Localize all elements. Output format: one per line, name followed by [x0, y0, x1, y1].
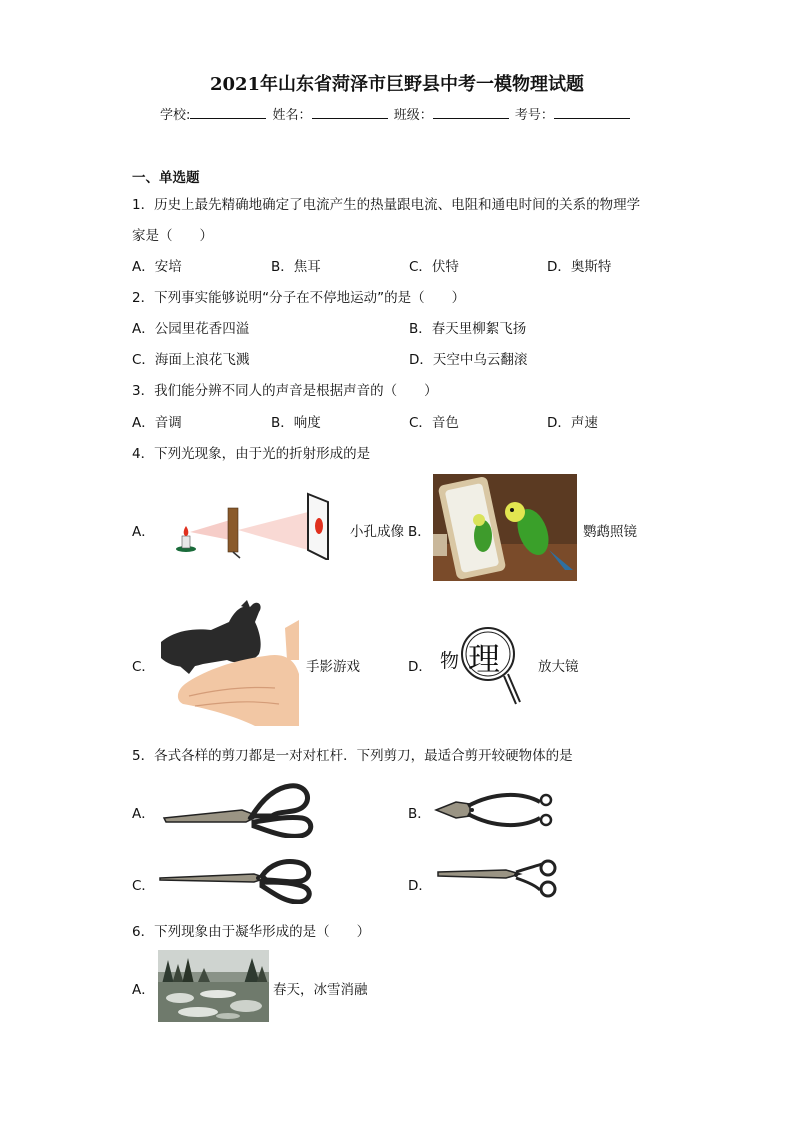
q3-option-a[interactable]: A．音调 [132, 415, 182, 431]
snow-melting-image [158, 950, 269, 1022]
q3-stem: 3．我们能分辨不同人的声音是根据声音的（ ） [132, 383, 438, 399]
magnifier-small-char: 物 [440, 650, 460, 672]
scissors-c-image [158, 858, 316, 904]
q2-stem: 2．下列事实能够说明“分子在不停地运动”的是（ ） [132, 290, 466, 306]
q1-option-d[interactable]: D．奥斯特 [547, 259, 612, 275]
parrot-mirror-image [433, 474, 577, 581]
q4-option-b-letter[interactable]: B． [408, 524, 431, 540]
q5-option-c[interactable]: C． [132, 878, 155, 894]
q2-option-d[interactable]: D．天空中乌云翻滚 [409, 352, 528, 368]
scissors-a-image [162, 780, 316, 838]
q2-option-b[interactable]: B．春天里柳絮飞扬 [409, 321, 527, 337]
scissors-d-image [436, 858, 566, 900]
q6-stem: 6．下列现象由于凝华形成的是（ ） [132, 924, 371, 940]
q5-stem: 5．各式各样的剪刀都是一对对杠杆．下列剪刀，最适合剪开较硬物体的是 [132, 748, 573, 764]
school-blank[interactable] [190, 106, 266, 119]
magnifier-image [438, 624, 538, 708]
q6-option-a-letter[interactable]: A． [132, 982, 155, 998]
q5-option-b[interactable]: B． [408, 806, 431, 822]
pinhole-image [170, 488, 340, 560]
student-info-line [160, 104, 632, 123]
q1-option-a[interactable]: A．安培 [132, 259, 182, 275]
name-label: 姓名： [272, 108, 312, 123]
class-blank[interactable] [433, 106, 509, 119]
number-blank[interactable] [554, 106, 630, 119]
q4-option-c-caption: 手影游戏 [306, 659, 360, 675]
q4-option-c-letter[interactable]: C． [132, 659, 155, 675]
q4-option-a-letter[interactable]: A． [132, 524, 155, 540]
q2-option-c[interactable]: C．海面上浪花飞溅 [132, 352, 250, 368]
class-label: 班级： [393, 108, 433, 123]
q3-option-b[interactable]: B．响度 [271, 415, 321, 431]
q4-option-a-caption: 小孔成像 [350, 524, 404, 540]
q1-stem-line2: 家是（ ） [132, 228, 213, 244]
q4-option-b-caption: 鹦鹉照镜 [583, 524, 637, 540]
q5-option-a[interactable]: A． [132, 806, 155, 822]
q3-option-d[interactable]: D．声速 [547, 415, 598, 431]
q4-stem: 4．下列光现象，由于光的折射形成的是 [132, 446, 371, 462]
q1-stem-line1: 1．历史上最先精确地确定了电流产生的热量跟电流、电阻和通电时间的关系的物理学 [132, 197, 641, 213]
school-label: 学校: [160, 108, 191, 123]
section-heading: 一、单选题 [132, 170, 200, 186]
scissors-b-image [434, 790, 560, 830]
q5-option-d[interactable]: D． [408, 878, 432, 894]
hand-shadow-image [155, 600, 301, 726]
page-title: 2021年山东省菏泽市巨野县中考一模物理试题 [209, 74, 585, 95]
q4-option-d-letter[interactable]: D． [408, 659, 432, 675]
name-blank[interactable] [312, 106, 388, 119]
q2-option-a[interactable]: A．公园里花香四溢 [132, 321, 250, 337]
q3-option-c[interactable]: C．音色 [409, 415, 459, 431]
magnifier-large-char: 理 [468, 640, 501, 678]
q1-option-c[interactable]: C．伏特 [409, 259, 459, 275]
q6-option-a-caption: 春天，冰雪消融 [273, 982, 368, 998]
number-label: 考号： [514, 108, 554, 123]
q4-option-d-caption: 放大镜 [538, 659, 579, 675]
q1-option-b[interactable]: B．焦耳 [271, 259, 321, 275]
